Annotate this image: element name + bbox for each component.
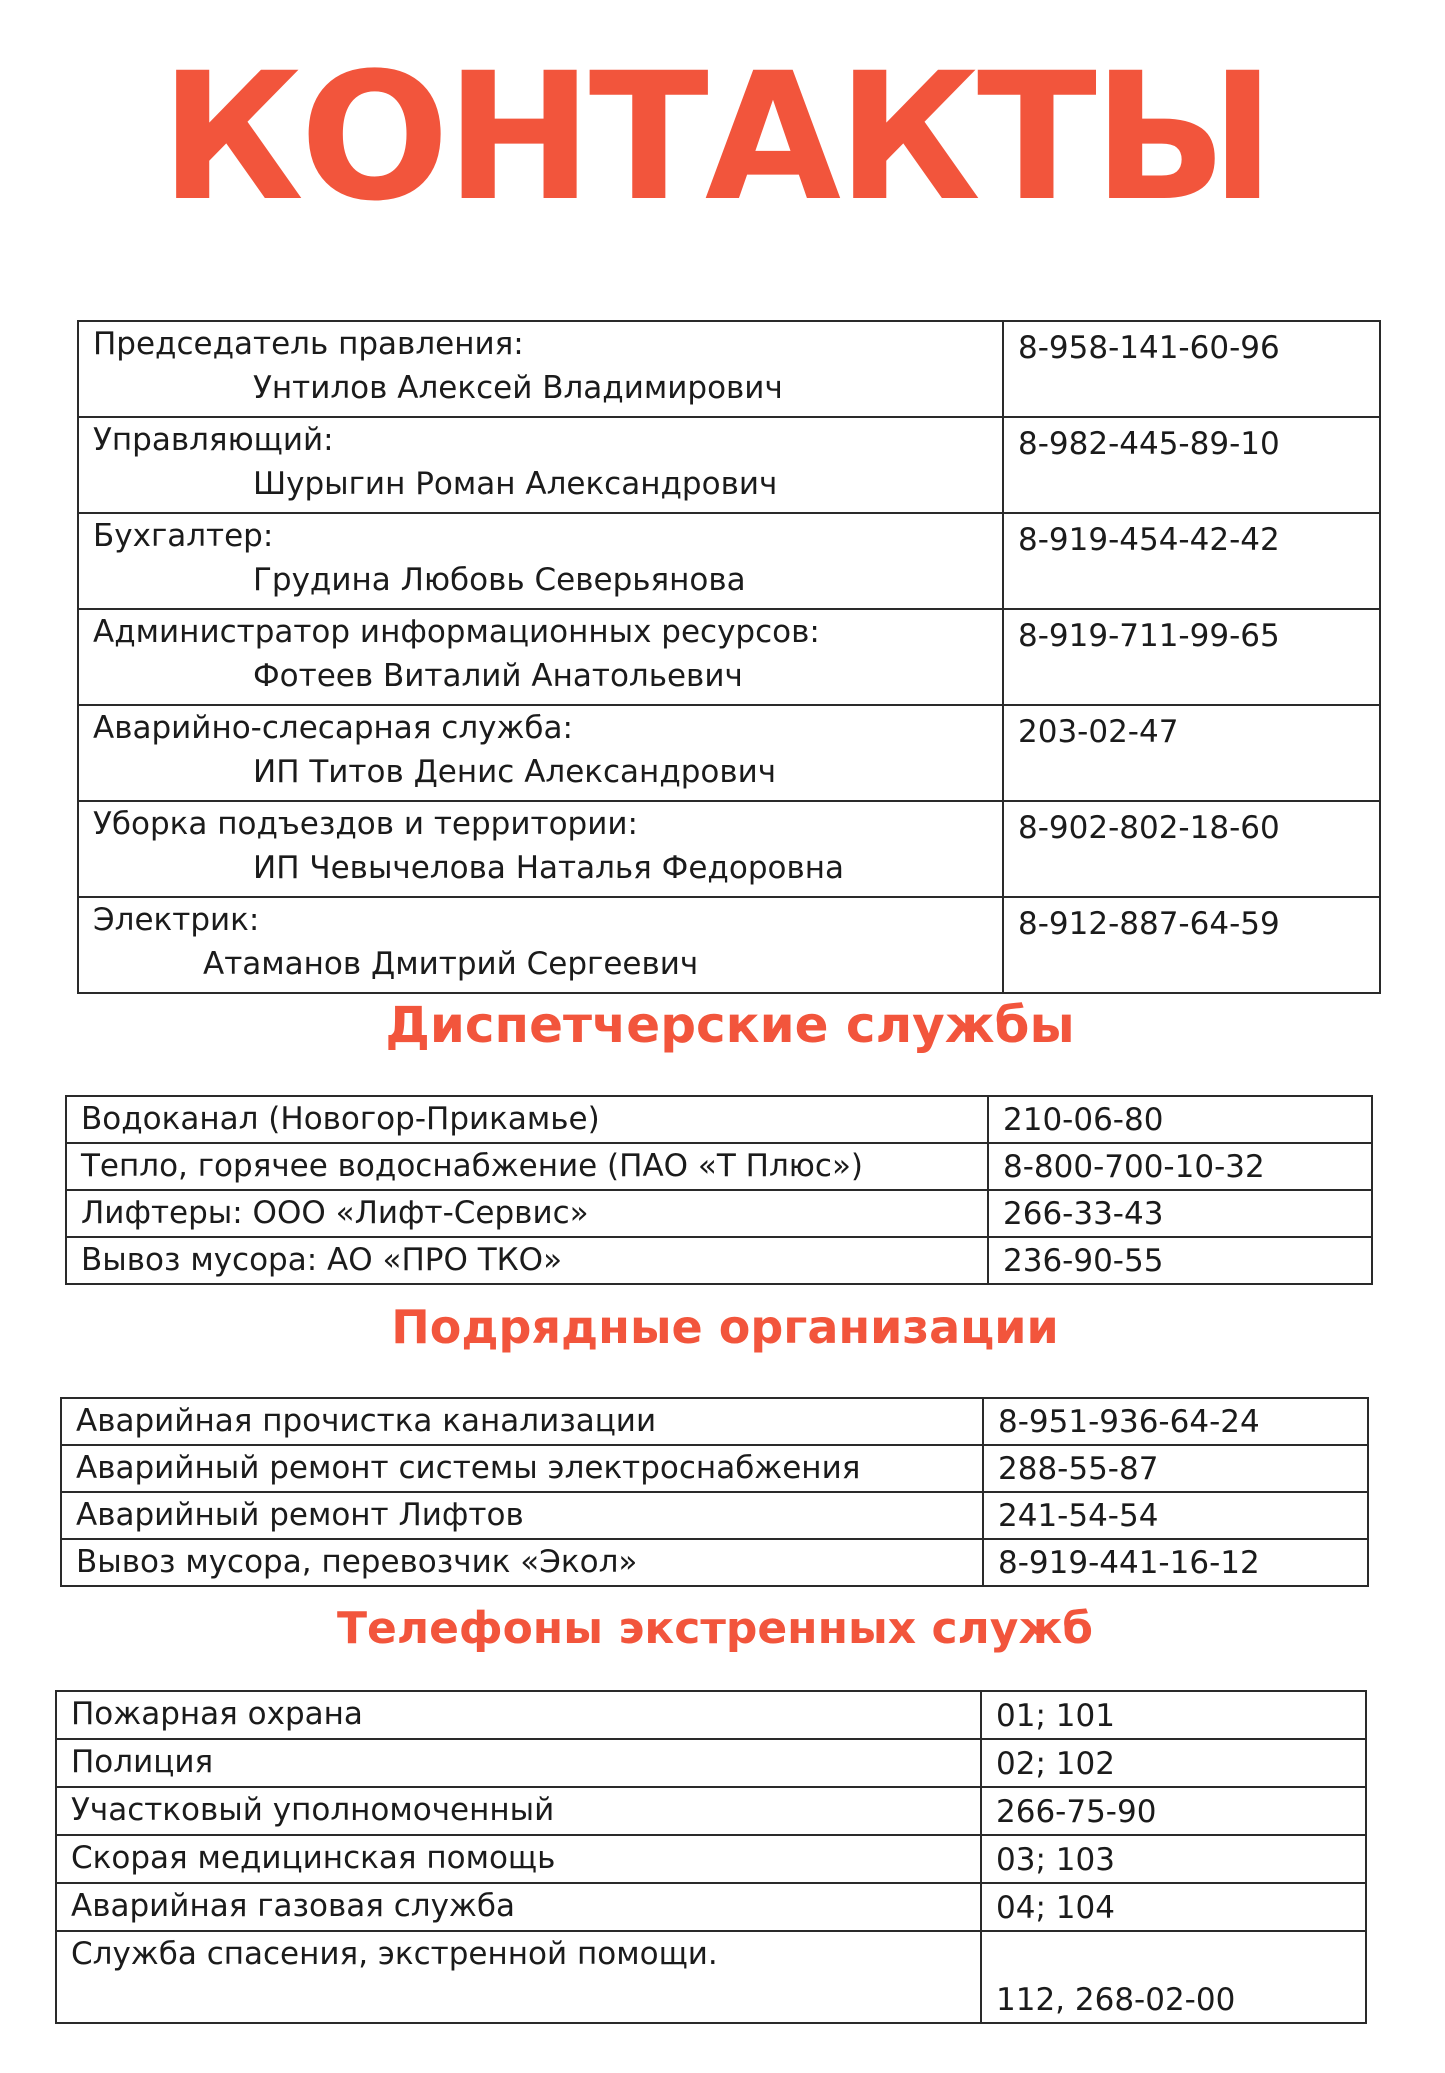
service-name: Участковый уполномоченный: [56, 1787, 981, 1835]
service-name: Аварийная газовая служба: [56, 1883, 981, 1931]
table-row: [56, 1787, 1366, 1835]
phone-number[interactable]: 8-958-141-60-96: [1003, 321, 1380, 417]
role-cell: [78, 801, 1003, 897]
phone-number[interactable]: 236-90-55: [988, 1237, 1372, 1284]
table-row: [66, 1190, 1372, 1237]
table-row: [78, 321, 1380, 417]
phone-number[interactable]: 03; 103: [981, 1835, 1366, 1883]
table-row: [61, 1445, 1368, 1492]
phone-number[interactable]: 02; 102: [981, 1739, 1366, 1787]
phone-number[interactable]: 8-982-445-89-10: [1003, 417, 1380, 513]
service-name: Аварийная прочистка канализации: [61, 1398, 983, 1445]
role-cell: [78, 321, 1003, 417]
phone-number[interactable]: 8-912-887-64-59: [1003, 897, 1380, 993]
role-cell: [78, 609, 1003, 705]
phone-number[interactable]: 04; 104: [981, 1883, 1366, 1931]
table-row: [66, 1237, 1372, 1284]
table-row: [78, 801, 1380, 897]
table-row: [78, 897, 1380, 993]
person-name: Фотеев Виталий Анатольевич: [253, 658, 743, 694]
phone-number[interactable]: 112, 268-02-00: [981, 1931, 1366, 2023]
role-cell: [78, 513, 1003, 609]
role-label: Председатель правления:: [93, 326, 524, 362]
service-name: Пожарная охрана: [56, 1691, 981, 1739]
table-row: [61, 1539, 1368, 1586]
phone-number[interactable]: 288-55-87: [983, 1445, 1368, 1492]
phone-number[interactable]: 266-33-43: [988, 1190, 1372, 1237]
person-name: ИП Титов Денис Александрович: [253, 754, 777, 790]
emergency-table: [55, 1690, 1367, 2024]
person-name: ИП Чевычелова Наталья Федоровна: [253, 850, 844, 886]
role-label: Электрик:: [93, 902, 260, 938]
person-name: Шурыгин Роман Александрович: [253, 466, 778, 502]
table-row: [78, 705, 1380, 801]
phone-number[interactable]: 8-951-936-64-24: [983, 1398, 1368, 1445]
management-table: [77, 320, 1381, 994]
service-name: Аварийный ремонт системы электроснабжения: [61, 1445, 983, 1492]
service-name: Скорая медицинская помощь: [56, 1835, 981, 1883]
phone-number[interactable]: 8-919-441-16-12: [983, 1539, 1368, 1586]
phone-number[interactable]: 8-902-802-18-60: [1003, 801, 1380, 897]
table-row: [56, 1835, 1366, 1883]
table-row: [78, 609, 1380, 705]
page-title: КОНТАКТЫ: [160, 35, 1272, 240]
role-cell: [78, 705, 1003, 801]
table-row: [61, 1492, 1368, 1539]
role-label: Управляющий:: [93, 422, 334, 458]
dispatch-heading: Диспетчерские службы: [385, 996, 1075, 1054]
table-row: [56, 1691, 1366, 1739]
service-name: Вывоз мусора: АО «ПРО ТКО»: [66, 1237, 988, 1284]
service-name: Аварийный ремонт Лифтов: [61, 1492, 983, 1539]
contractors-heading: Подрядные организации: [391, 1300, 1059, 1354]
table-row: [66, 1096, 1372, 1143]
service-name: Полиция: [56, 1739, 981, 1787]
phone-number[interactable]: 210-06-80: [988, 1096, 1372, 1143]
phone-number[interactable]: 266-75-90: [981, 1787, 1366, 1835]
phone-number[interactable]: 01; 101: [981, 1691, 1366, 1739]
contractors-table: [60, 1397, 1369, 1587]
person-name: Атаманов Дмитрий Сергеевич: [203, 946, 699, 982]
role-label: Бухгалтер:: [93, 518, 274, 554]
role-label: Аварийно-слесарная служба:: [93, 710, 573, 746]
table-row: [78, 417, 1380, 513]
service-name: Лифтеры: ООО «Лифт-Сервис»: [66, 1190, 988, 1237]
emergency-heading: Телефоны экстренных служб: [337, 1603, 1093, 1654]
person-name: Унтилов Алексей Владимирович: [253, 370, 783, 406]
phone-number[interactable]: 8-919-711-99-65: [1003, 609, 1380, 705]
service-name: Служба спасения, экстренной помощи.: [56, 1931, 981, 2023]
table-row: [56, 1931, 1366, 2023]
role-label: Уборка подъездов и территории:: [93, 806, 638, 842]
table-row: [66, 1143, 1372, 1190]
role-label: Администратор информационных ресурсов:: [93, 614, 820, 650]
table-row: [56, 1883, 1366, 1931]
table-row: [61, 1398, 1368, 1445]
service-name: Вывоз мусора, перевозчик «Экол»: [61, 1539, 983, 1586]
table-row: [78, 513, 1380, 609]
dispatch-table: [65, 1095, 1373, 1285]
role-cell: [78, 417, 1003, 513]
phone-number[interactable]: 203-02-47: [1003, 705, 1380, 801]
phone-number[interactable]: 8-800-700-10-32: [988, 1143, 1372, 1190]
service-name: Водоканал (Новогор-Прикамье): [66, 1096, 988, 1143]
phone-number[interactable]: 8-919-454-42-42: [1003, 513, 1380, 609]
service-name: Тепло, горячее водоснабжение (ПАО «Т Плюс»): [66, 1143, 988, 1190]
role-cell: [78, 897, 1003, 993]
phone-number[interactable]: 241-54-54: [983, 1492, 1368, 1539]
table-row: [56, 1739, 1366, 1787]
person-name: Грудина Любовь Северьянова: [253, 562, 746, 598]
